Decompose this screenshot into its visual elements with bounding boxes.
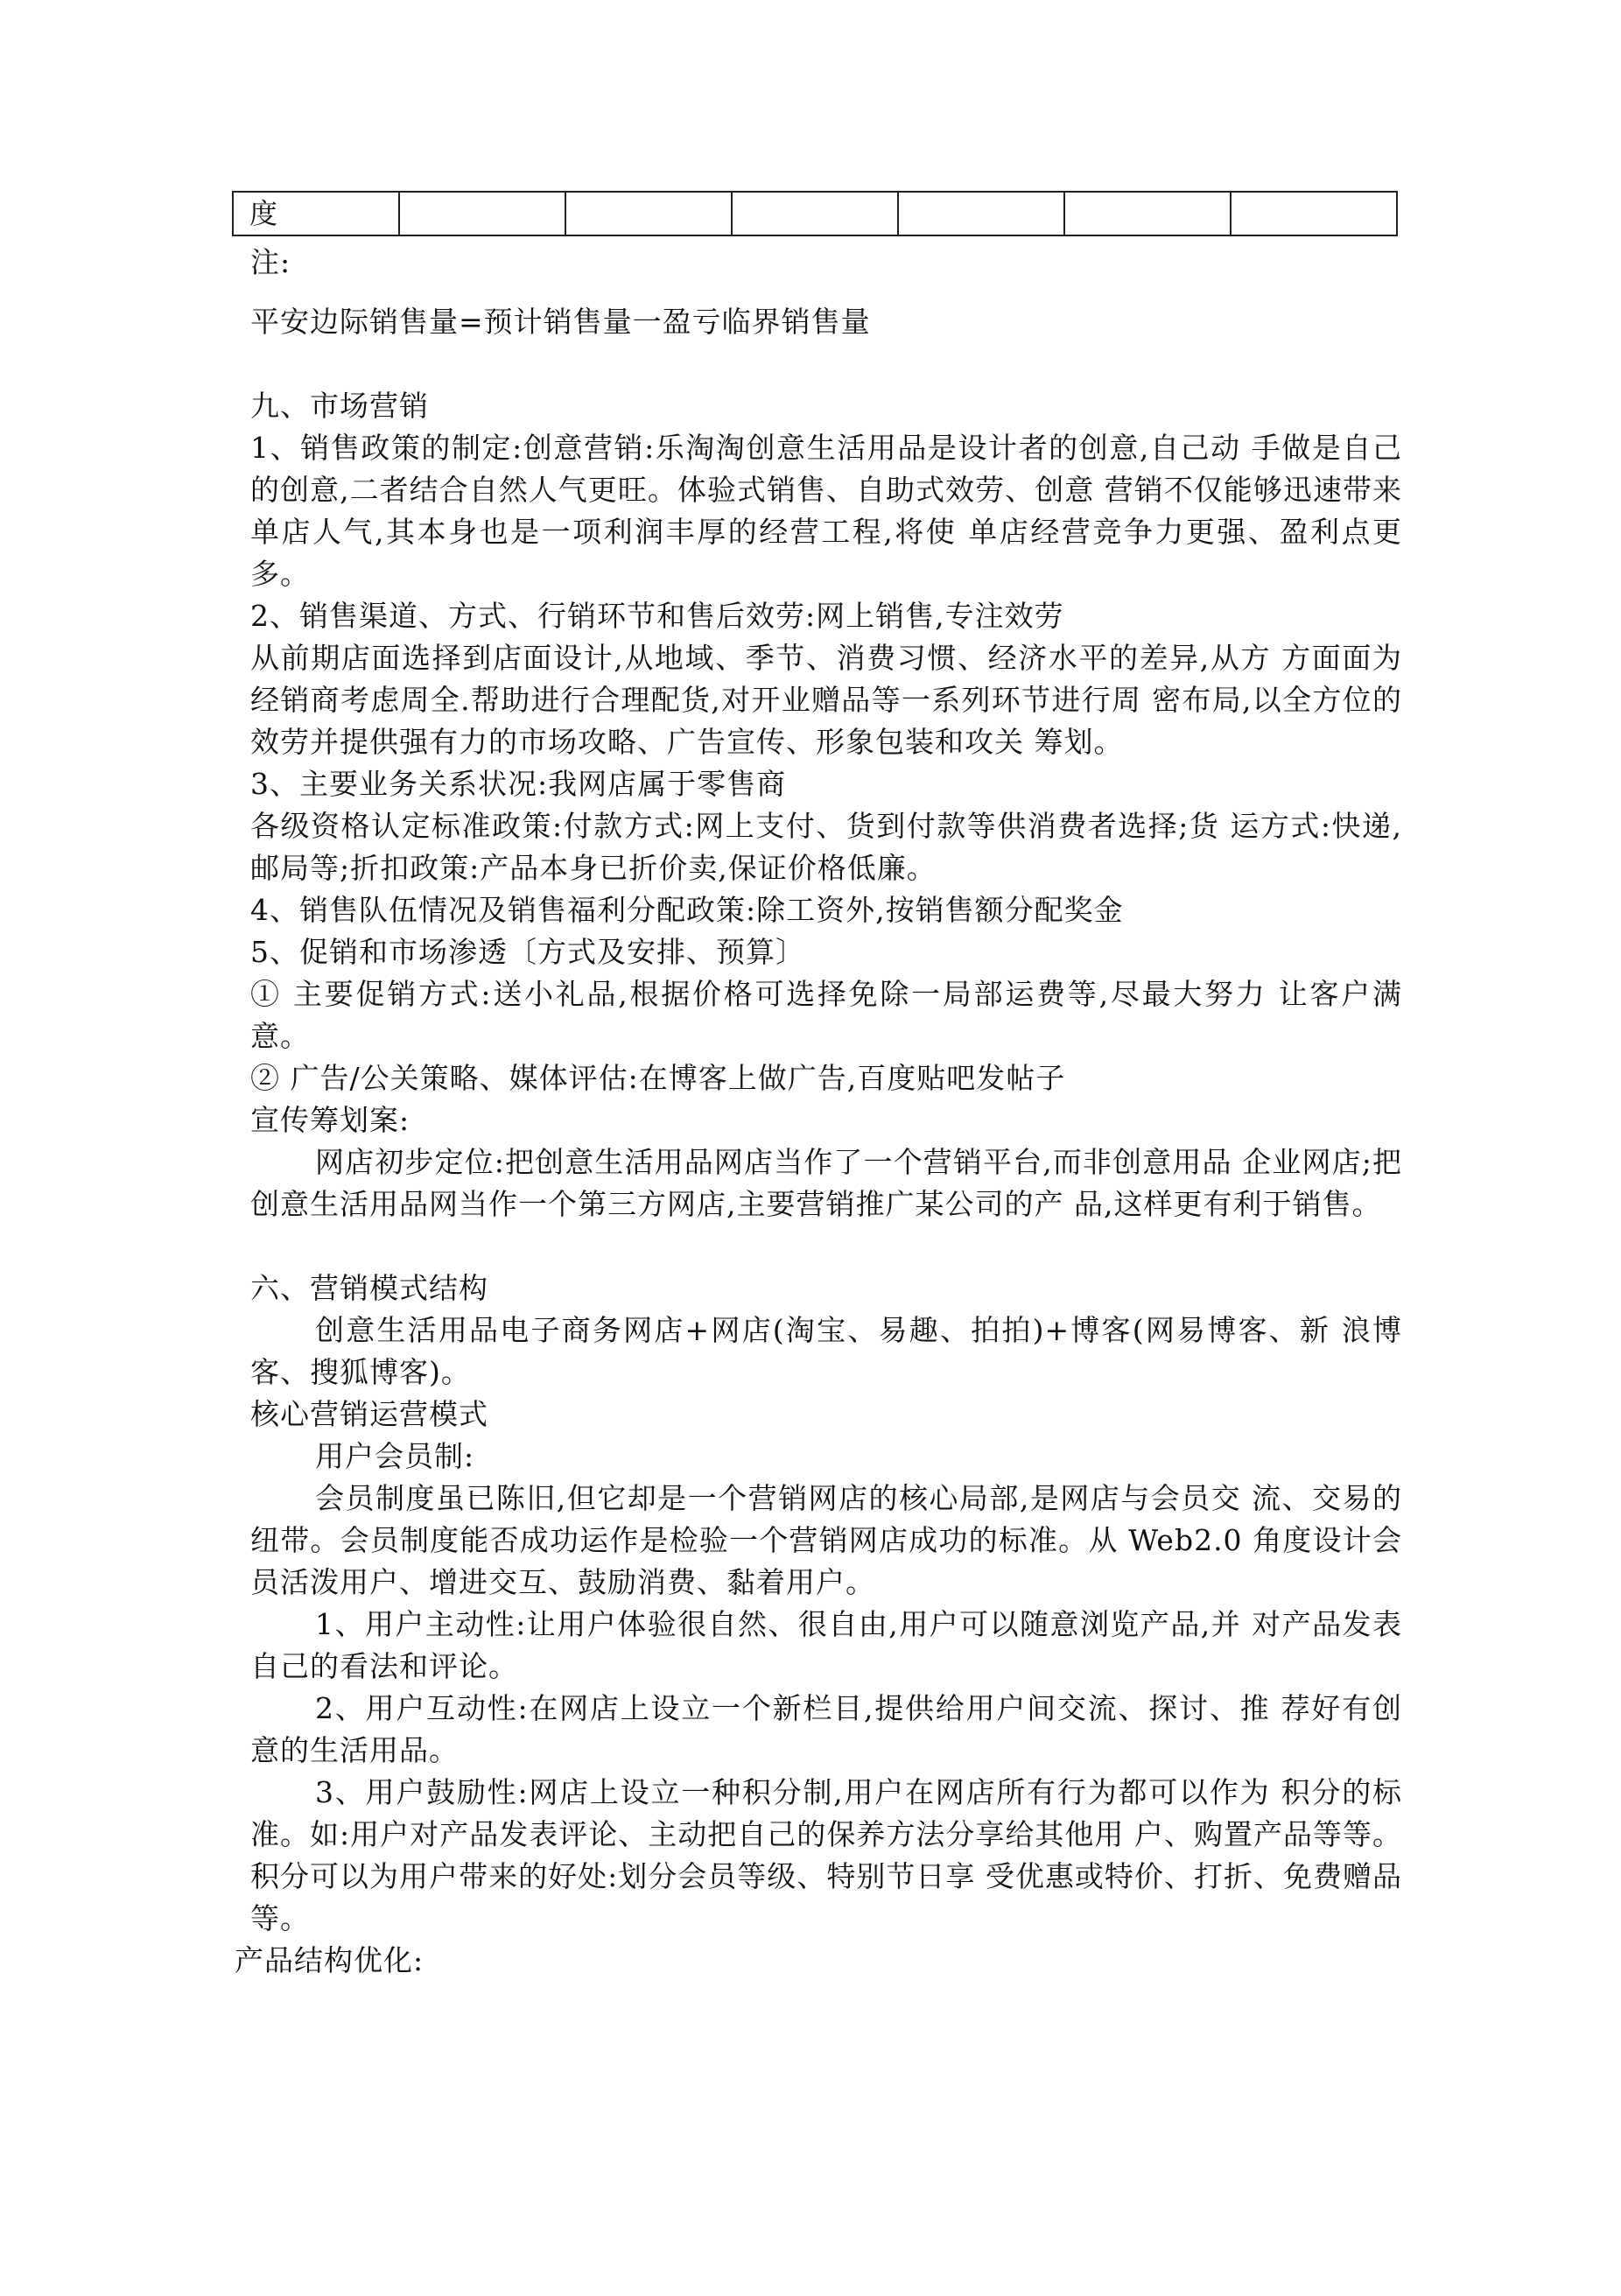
document-body: [235, 242, 1402, 1982]
table-cell: [732, 192, 898, 235]
paragraph-membership-body: 会员制度虽已陈旧,但它却是一个营销网店的核心局部,是网店与会员交 流、交易的纽带。会员制度能否成功运作是检验一个营销网店成功的标准。从 Web2.0 角度设计会员活泼用户、增进交互、鼓励消费、黏着用户。: [250, 1481, 1402, 1599]
section-heading-model: 六、营销模式结构: [250, 1271, 488, 1305]
table-cell: [1064, 192, 1231, 235]
subheading-membership: 用户会员制:: [315, 1439, 475, 1473]
paragraph-promotion-heading: 5、促销和市场渗透〔方式及安排、预算〕: [250, 935, 805, 969]
paragraph-sales-policy: 1、销售政策的制定:创意营销:乐淘淘创意生活用品是设计者的创意,自己动 手做是自己的创意,二者结合自然人气更旺。体验式销售、自助式效劳、创意 营销不仅能够迅速带来单店人气,其本身也是一项利润丰厚的经营工程,将使 单店经营竞争力更强、盈利点更多。: [250, 431, 1402, 591]
table-cell: [565, 192, 732, 235]
paragraph-business-relations-heading: 3、主要业务关系状况:我网店属于零售商: [250, 767, 787, 801]
paragraph-channels-body: 从前期店面选择到店面设计,从地域、季节、消费习惯、经济水平的差异,从方 方面面为经销商考虑周全.帮助进行合理配货,对开业赠品等一系列环节进行周 密布局,以全方位的效劳并提供强有力的市场攻略、广告宣传、形象包装和攻关 筹划。: [250, 641, 1402, 759]
paragraph-model-body: 创意生活用品电子商务网店+网店(淘宝、易趣、拍拍)+博客(网易博客、新 浪博客、搜狐博客)。: [250, 1313, 1402, 1389]
table-cell: 度: [233, 192, 399, 235]
table-cell: [1231, 192, 1397, 235]
paragraph-sales-team: 4、销售队伍情况及销售福利分配政策:除工资外,按销售额分配奖金: [250, 893, 1124, 927]
paragraph-plan-label: 宣传筹划案:: [250, 1103, 411, 1137]
table-cell: [898, 192, 1064, 235]
table-cell: [399, 192, 565, 235]
subheading-core-model: 核心营销运营模式: [250, 1397, 488, 1431]
note-formula: 平安边际销售量=预计销售量一盈亏临界销售量: [250, 305, 871, 339]
data-table-fragment: [232, 191, 1398, 236]
paragraph-user-initiative: 1、用户主动性:让用户体验很自然、很自由,用户可以随意浏览产品,并 对产品发表自己的看法和评论。: [250, 1607, 1402, 1683]
paragraph-channels-heading: 2、销售渠道、方式、行销环节和售后效劳:网上销售,专注效劳: [250, 599, 1064, 633]
paragraph-plan-body: 网店初步定位:把创意生活用品网店当作了一个营销平台,而非创意用品 企业网店;把创意生活用品网当作一个第三方网店,主要营销推广某公司的产 品,这样更有利于销售。: [250, 1145, 1402, 1221]
note-label: 注:: [250, 245, 291, 279]
paragraph-ad-strategy: ② 广告/公关策略、媒体评估:在博客上做广告,百度贴吧发帖子: [250, 1061, 1066, 1095]
subheading-product-structure: 产品结构优化:: [235, 1943, 425, 1977]
paragraph-user-incentive: 3、用户鼓励性:网店上设立一种积分制,用户在网店所有行为都可以作为 积分的标准。如:用户对产品发表评论、主动把自己的保养方法分享给其他用 户、购置产品等等。积分可以为用户带来的好处:划分会员等级、特别节日享 受优惠或特价、打折、免费赠品等。: [250, 1775, 1402, 1935]
section-heading-marketing: 九、市场营销: [250, 389, 429, 423]
paragraph-promotion-method: ① 主要促销方式:送小礼品,根据价格可选择免除一局部运费等,尽最大努力 让客户满意。: [250, 977, 1402, 1053]
paragraph-business-relations-body: 各级资格认定标准政策:付款方式:网上支付、货到付款等供消费者选择;货 运方式:快递,邮局等;折扣政策:产品本身已折价卖,保证价格低廉。: [250, 809, 1402, 885]
table-row: [233, 192, 1397, 235]
paragraph-user-interaction: 2、用户互动性:在网店上设立一个新栏目,提供给用户间交流、探讨、推 荐好有创意的生活用品。: [250, 1691, 1402, 1767]
